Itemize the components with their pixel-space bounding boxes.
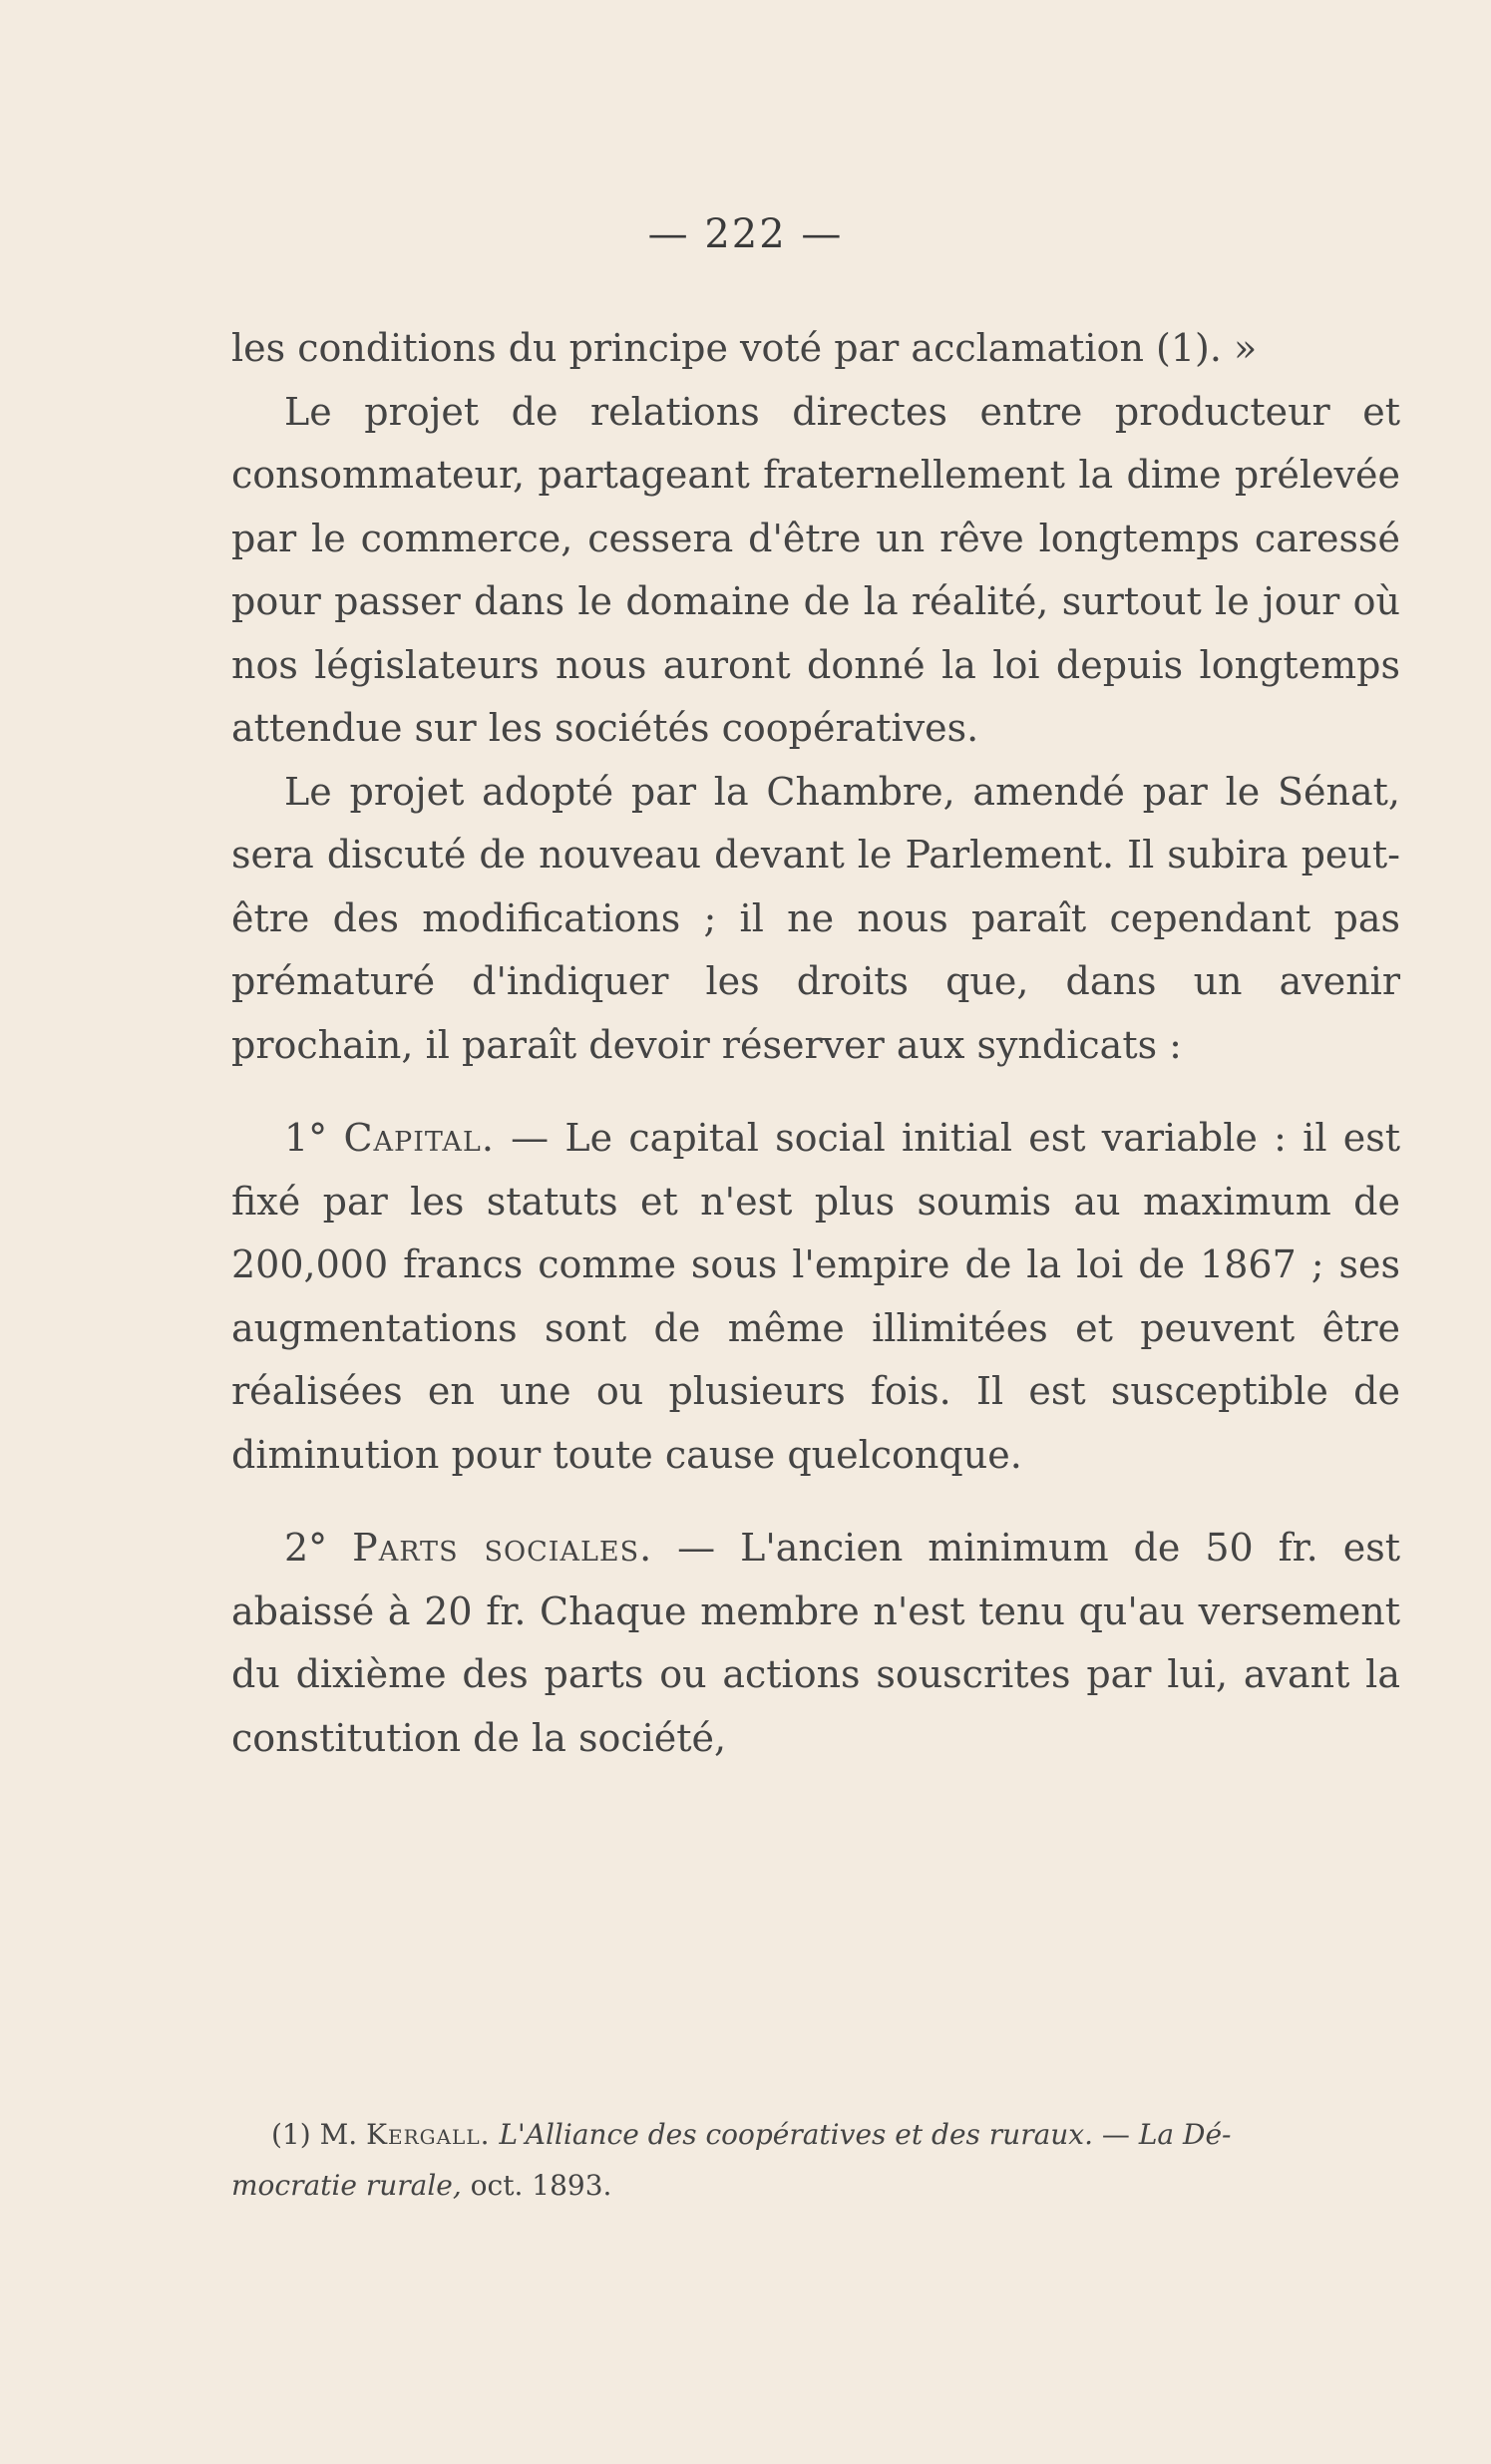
footnote-title-2a: La Dé- (1138, 2118, 1232, 2151)
paragraph-parts-sociales (231, 1517, 1400, 1770)
section-heading-parts-sociales: Parts sociales. (352, 1526, 653, 1570)
capital-text: — Le capital social initial est variable : il est fixé par les statuts et n'est plus soumis au maximum de 200,000 francs comme sous l'empire de la loi de 1867 ; ses augmentations sont de même illimitées et peuvent être réalisées en une ou plusieurs fois. Il est susceptible de diminution pour toute cause quelconque. (231, 1116, 1400, 1477)
section-heading-capital: Capital. (343, 1116, 495, 1160)
footnote-marker: (1) (271, 2118, 311, 2151)
item-number: 2° (284, 1526, 328, 1570)
paragraph-projet-adopte: Le projet adopté par la Chambre, amendé par le Sénat, sera discuté de nouveau devant le Parlement. Il subira peut-être des modifications ; il ne nous paraît cependant pas prématuré d'indiquer les droits que, dans un avenir prochain, il paraît devoir réserver aux syndicats : (231, 769, 1400, 1067)
footnote-date: oct. 1893. (461, 2169, 612, 2202)
footnote-dash: — (1093, 2118, 1139, 2151)
parts-sociales-text: — L'ancien minimum de 50 fr. est abaissé à 20 fr. Chaque membre n'est tenu qu'au versement du dixième des parts ou actions souscrites par lui, avant la constitution de la société, (231, 1526, 1400, 1760)
paragraph-continuation: les conditions du principe voté par acclamation (1). » (231, 326, 1258, 370)
footnote-line-2 (231, 2160, 1400, 2211)
paragraph-capital (231, 1107, 1400, 1487)
footnote-author-prefix: M. (319, 2118, 358, 2151)
footnote (231, 2109, 1400, 2211)
body-text (231, 317, 1400, 1770)
footnote-title-2b: mocratie rurale, (231, 2169, 462, 2202)
footnote-line-1 (231, 2109, 1400, 2160)
footnote-title-1: L'Alliance des coopératives et des ruraux. (499, 2118, 1093, 2151)
page-number: — 222 — (647, 211, 844, 257)
item-number: 1° (284, 1116, 328, 1160)
paragraph-projet-relations: Le projet de relations directes entre producteur et consommateur, partageant fraternellement la dime prélevée par le commerce, cessera d'être un rêve longtemps caressé pour passer dans le domaine de la réalité, surtout le jour où nos législateurs nous auront donné la loi depuis longtemps attendue sur les sociétés coopératives. (231, 389, 1400, 750)
footnote-author: Kergall. (366, 2118, 491, 2151)
